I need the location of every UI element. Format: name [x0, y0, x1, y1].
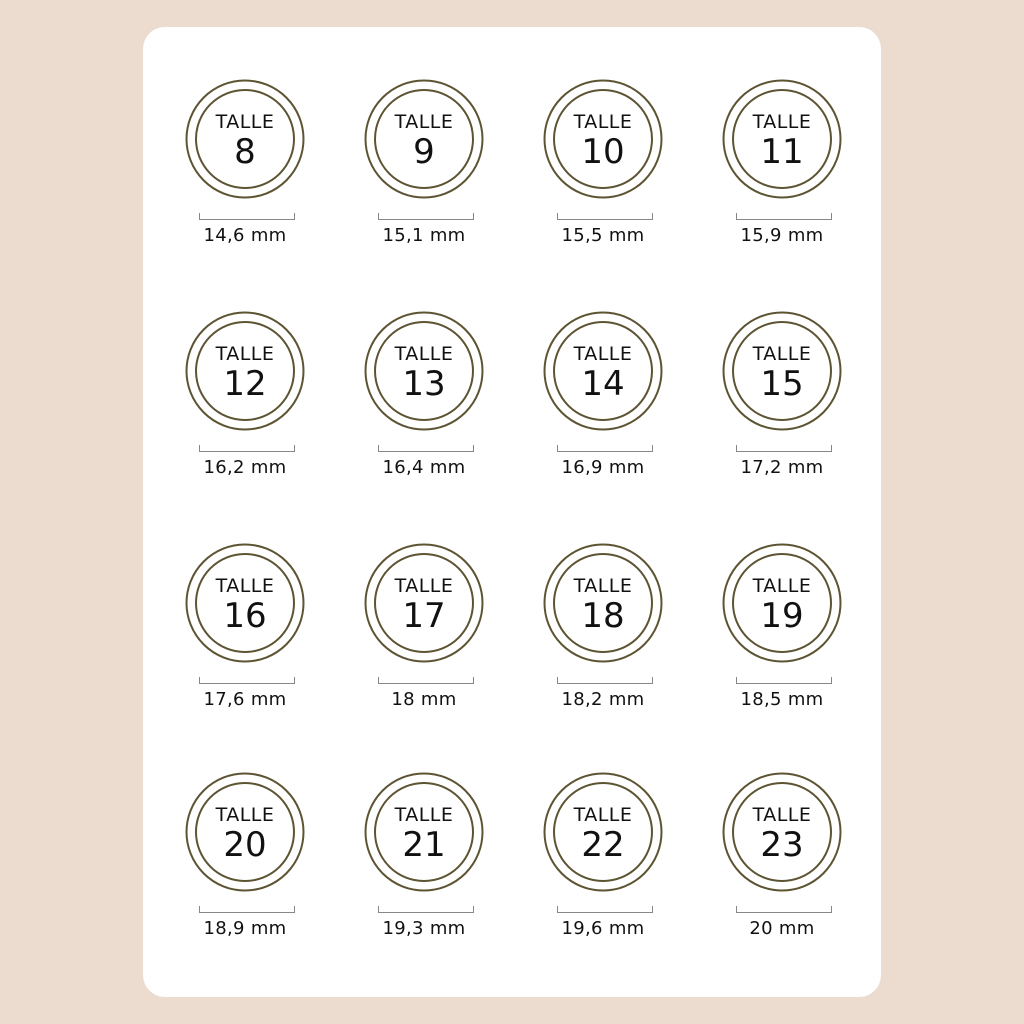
diameter-scale-bar [736, 899, 832, 907]
diameter-scale-bar [557, 670, 653, 678]
diameter-label: 18,5 mm [740, 689, 824, 710]
talle-label: TALLE [215, 804, 275, 826]
diameter-label: 17,2 mm [740, 457, 824, 478]
talle-number: 19 [760, 596, 804, 636]
talle-label: TALLE [215, 343, 275, 365]
ring-circle [364, 79, 484, 199]
ring-circle [364, 543, 484, 663]
ring-circle [722, 311, 842, 431]
ring-size-item [523, 491, 683, 710]
talle-label: TALLE [215, 111, 275, 133]
diameter-label: 17,6 mm [203, 689, 287, 710]
diameter-scale-bar [199, 670, 295, 678]
talle-label: TALLE [573, 343, 633, 365]
talle-number: 9 [413, 132, 435, 172]
diameter-scale-bar [378, 899, 474, 907]
diameter-label: 18,2 mm [561, 689, 645, 710]
ring-circle [185, 772, 305, 892]
ring-circle [722, 772, 842, 892]
ring-size-item [344, 27, 504, 246]
talle-number: 12 [223, 364, 267, 404]
talle-label: TALLE [394, 343, 454, 365]
ring-size-item [702, 259, 862, 478]
talle-label: TALLE [752, 804, 812, 826]
ring-circle [185, 543, 305, 663]
ring-size-item [165, 27, 325, 246]
talle-number: 23 [760, 825, 804, 865]
ring-circle [722, 543, 842, 663]
diameter-scale-bar [378, 670, 474, 678]
talle-number: 16 [223, 596, 267, 636]
ring-size-item [523, 259, 683, 478]
diameter-label: 19,3 mm [382, 918, 466, 939]
talle-number: 18 [581, 596, 625, 636]
talle-label: TALLE [394, 111, 454, 133]
diameter-scale-bar [378, 206, 474, 214]
talle-label: TALLE [573, 804, 633, 826]
diameter-scale-bar [378, 438, 474, 446]
ring-size-item [344, 491, 504, 710]
diameter-scale-bar [199, 438, 295, 446]
talle-label: TALLE [752, 575, 812, 597]
talle-label: TALLE [573, 111, 633, 133]
diameter-scale-bar [199, 206, 295, 214]
diameter-scale-bar [557, 438, 653, 446]
ring-circle [722, 79, 842, 199]
talle-label: TALLE [573, 575, 633, 597]
talle-number: 13 [402, 364, 446, 404]
ring-size-item [165, 491, 325, 710]
diameter-label: 18,9 mm [203, 918, 287, 939]
ring-size-item [702, 720, 862, 939]
talle-label: TALLE [215, 575, 275, 597]
ring-circle [543, 311, 663, 431]
talle-number: 14 [581, 364, 625, 404]
diameter-label: 16,2 mm [203, 457, 287, 478]
talle-number: 15 [760, 364, 804, 404]
ring-circle [364, 311, 484, 431]
ring-size-item [702, 491, 862, 710]
talle-label: TALLE [394, 804, 454, 826]
talle-number: 17 [402, 596, 446, 636]
talle-label: TALLE [752, 111, 812, 133]
diameter-scale-bar [736, 438, 832, 446]
diameter-label: 15,1 mm [382, 225, 466, 246]
talle-number: 20 [223, 825, 267, 865]
ring-size-item [165, 259, 325, 478]
ring-size-item [344, 259, 504, 478]
talle-label: TALLE [752, 343, 812, 365]
diameter-scale-bar [736, 670, 832, 678]
ring-size-item [702, 27, 862, 246]
diameter-label: 16,4 mm [382, 457, 466, 478]
ring-size-grid [143, 27, 881, 997]
diameter-scale-bar [557, 206, 653, 214]
talle-label: TALLE [394, 575, 454, 597]
diameter-label: 20 mm [749, 918, 815, 939]
ring-size-item [523, 720, 683, 939]
ring-circle [364, 772, 484, 892]
ring-size-item [165, 720, 325, 939]
ring-size-item [344, 720, 504, 939]
diameter-label: 19,6 mm [561, 918, 645, 939]
diameter-label: 14,6 mm [203, 225, 287, 246]
ring-circle [185, 79, 305, 199]
diameter-scale-bar [557, 899, 653, 907]
ring-circle [543, 543, 663, 663]
diameter-scale-bar [199, 899, 295, 907]
diameter-label: 15,9 mm [740, 225, 824, 246]
talle-number: 11 [760, 132, 804, 172]
talle-number: 21 [402, 825, 446, 865]
diameter-label: 18 mm [391, 689, 457, 710]
talle-number: 22 [581, 825, 625, 865]
diameter-scale-bar [736, 206, 832, 214]
ring-circle [185, 311, 305, 431]
ring-size-card [143, 27, 881, 997]
diameter-label: 16,9 mm [561, 457, 645, 478]
talle-number: 10 [581, 132, 625, 172]
talle-number: 8 [234, 132, 256, 172]
ring-circle [543, 79, 663, 199]
ring-circle [543, 772, 663, 892]
diameter-label: 15,5 mm [561, 225, 645, 246]
ring-size-item [523, 27, 683, 246]
